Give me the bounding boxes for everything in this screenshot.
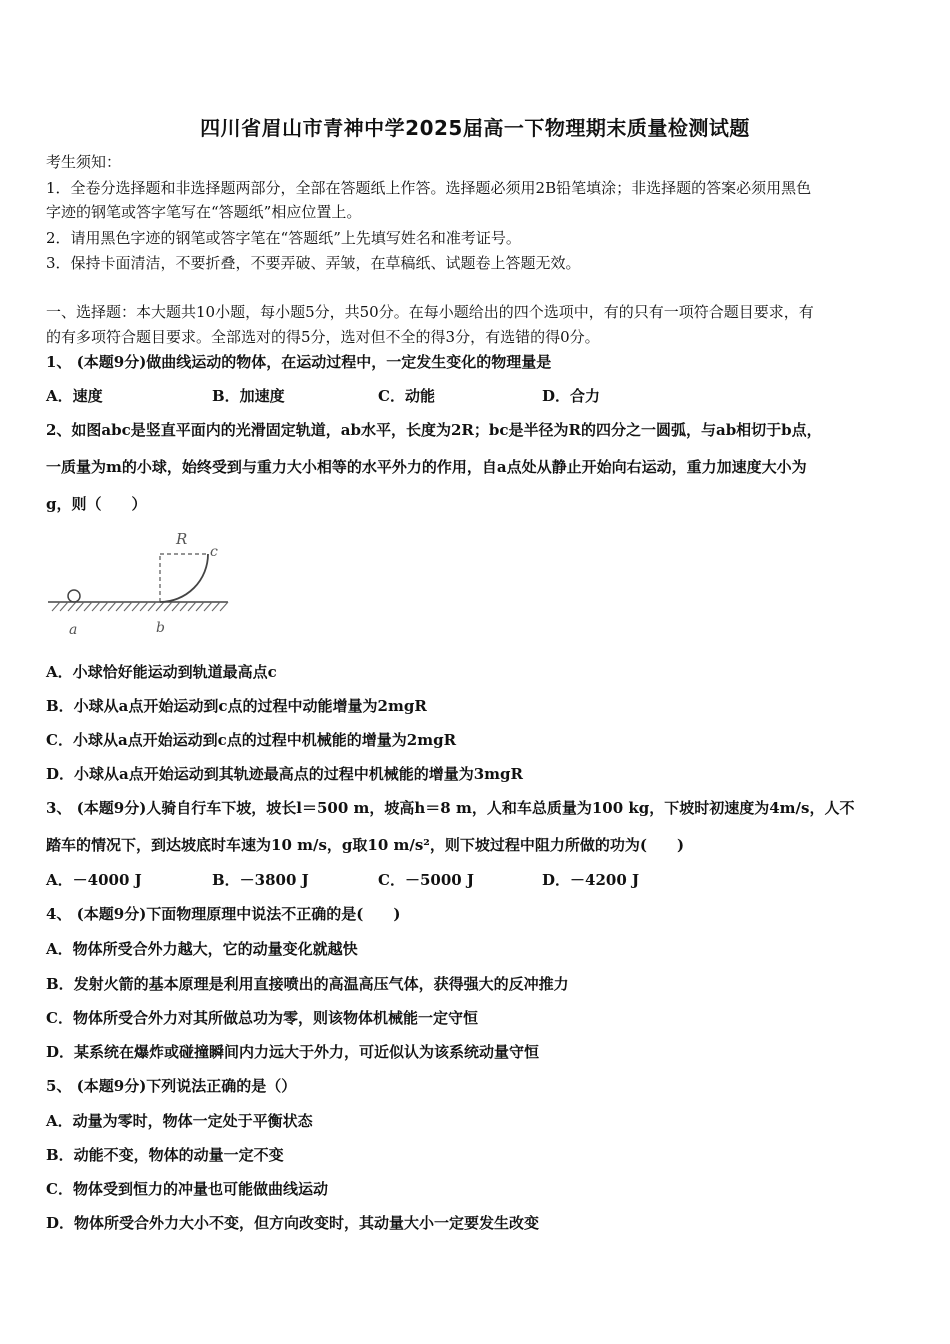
- q2-option-d: D．小球从a点开始运动到其轨迹最高点的过程中机械能的增量为3mgR: [46, 765, 523, 783]
- label-r: R: [176, 530, 188, 548]
- question-4-stem: 4、 (本题9分)下面物理原理中说法不正确的是( ): [46, 905, 401, 923]
- ball: [68, 590, 80, 602]
- q5-option-a: A．动量为零时，物体一定处于平衡状态: [46, 1112, 313, 1130]
- q1-option-d: D．合力: [542, 387, 601, 405]
- q5-option-d: D．物体所受合外力大小不变，但方向改变时，其动量大小一定要发生改变: [46, 1214, 540, 1232]
- q3-option-d: D．－4200 J: [542, 871, 640, 889]
- q4-option-d: D．某系统在爆炸或碰撞瞬间内力远大于外力，可近似认为该系统动量守恒: [46, 1043, 540, 1061]
- notice-heading: 考生须知：: [46, 153, 122, 171]
- label-b: b: [156, 620, 165, 636]
- track-diagram: [40, 522, 240, 644]
- page-title: 四川省眉山市青神中学2025届高一下物理期末质量检测试题: [200, 116, 750, 140]
- q3-option-a: A．－4000 J: [46, 871, 142, 889]
- q5-option-c: C．物体受到恒力的冲量也可能做曲线运动: [46, 1180, 328, 1198]
- q1-option-c: C．动能: [378, 387, 435, 405]
- q3-option-b: B．－3800 J: [212, 871, 309, 889]
- question-5-stem: 5、 (本题9分)下列说法正确的是（）: [46, 1077, 297, 1095]
- label-c: c: [210, 544, 218, 560]
- ground-hatching: [52, 602, 228, 611]
- question-1-stem: 1、 (本题9分)做曲线运动的物体，在运动过程中，一定发生变化的物理量是: [46, 353, 552, 371]
- q2-option-c: C．小球从a点开始运动到c点的过程中机械能的增量为2mgR: [46, 731, 457, 749]
- q4-option-c: C．物体所受合外力对其所做总功为零，则该物体机械能一定守恒: [46, 1009, 478, 1027]
- question-3-stem: 3、 (本题9分)人骑自行车下坡，坡长l＝500 m，坡高h＝8 m，人和车总质量为100 kg，下坡时初速度为4m/s，人不: [46, 799, 855, 817]
- q2-option-b: B．小球从a点开始运动到c点的过程中动能增量为2mgR: [46, 697, 427, 715]
- question-2-stem: 2、如图abc是竖直平面内的光滑固定轨道，ab水平，长度为2R；bc是半径为R的四分之一圆弧，与ab相切于b点，: [46, 421, 822, 439]
- q4-option-b: B．发射火箭的基本原理是利用直接喷出的高温高压气体，获得强大的反冲推力: [46, 975, 569, 993]
- notice-item: 3．保持卡面清洁，不要折叠，不要弄破、弄皱，在草稿纸、试题卷上答题无效。: [46, 254, 581, 272]
- notice-item: 1．全卷分选择题和非选择题两部分，全部在答题纸上作答。选择题必须用2B铅笔填涂；非选择题的答案必须用黑色: [46, 179, 812, 197]
- question-2-stem: g，则（ ）: [46, 495, 147, 513]
- q1-option-a: A．速度: [46, 387, 103, 405]
- q2-option-a: A．小球恰好能运动到轨道最高点c: [46, 663, 277, 681]
- quarter-arc: [160, 554, 208, 602]
- label-a: a: [69, 622, 78, 638]
- q5-option-b: B．动能不变，物体的动量一定不变: [46, 1146, 284, 1164]
- question-2-stem: 一质量为m的小球，始终受到与重力大小相等的水平外力的作用，自a点处从静止开始向右运动，重力加速度大小为: [46, 458, 807, 476]
- question-3-stem: 踏车的情况下，到达坡底时车速为10 m/s，g取10 m/s²，则下坡过程中阻力所做的功为( ): [46, 836, 685, 854]
- q3-option-c: C．－5000 J: [378, 871, 475, 889]
- q1-option-b: B．加速度: [212, 387, 285, 405]
- q4-option-a: A．物体所受合外力越大，它的动量变化就越快: [46, 940, 358, 958]
- section-intro: 的有多项符合题目要求。全部选对的得5分，选对但不全的得3分，有选错的得0分。: [46, 328, 600, 346]
- notice-item: 字迹的钢笔或答字笔写在“答题纸”相应位置上。: [46, 203, 362, 221]
- section-intro: 一、选择题：本大题共10小题，每小题5分，共50分。在每小题给出的四个选项中，有的只有一项符合题目要求，有: [46, 303, 814, 321]
- notice-item: 2．请用黑色字迹的钢笔或答字笔在“答题纸”上先填写姓名和准考证号。: [46, 229, 521, 247]
